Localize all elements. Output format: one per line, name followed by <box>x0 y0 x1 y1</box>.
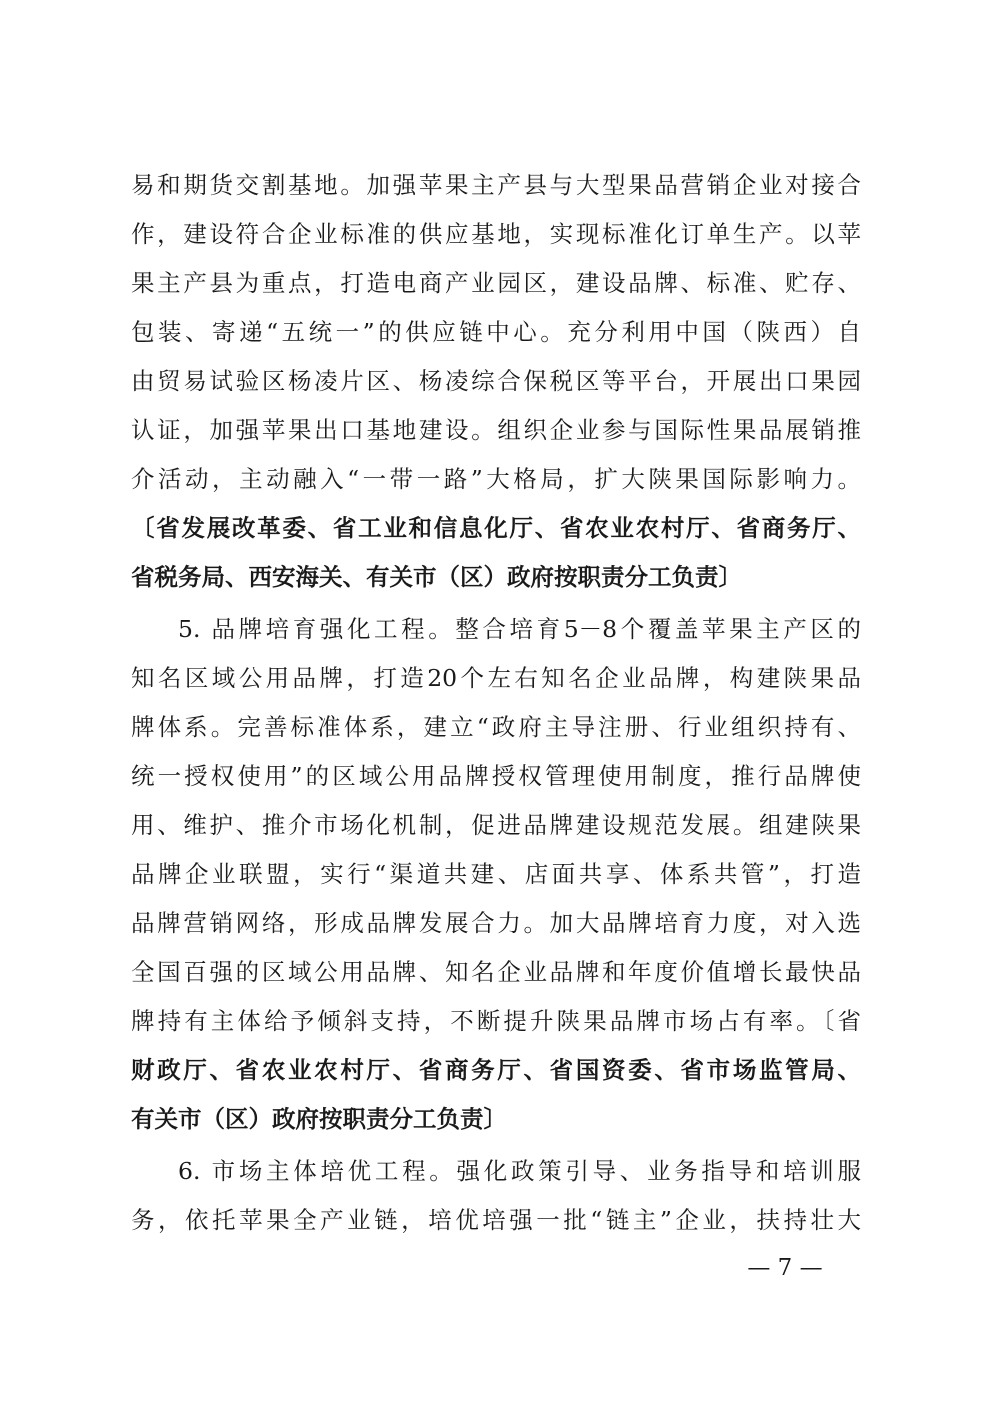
body-text-line: 务，依托苹果全产业链，培优培强一批“链主”企业，扶持壮大 <box>131 1206 861 1234</box>
body-text-line: 全国百强的区域公用品牌、知名企业品牌和年度价值增长最快品 <box>131 958 861 986</box>
body-text-line: 品牌企业联盟，实行“渠道共建、店面共享、体系共管”，打造 <box>131 860 861 888</box>
body-text-line: 由贸易试验区杨凌片区、杨凌综合保税区等平台，开展出口果园 <box>131 367 861 395</box>
body-text-line: 果主产县为重点，打造电商产业园区，建设品牌、标准、贮存、 <box>131 269 861 297</box>
body-text-line: 统一授权使用”的区域公用品牌授权管理使用制度，推行品牌使 <box>131 762 861 790</box>
body-text-line: 包装、寄递“五统一”的供应链中心。充分利用中国（陕西）自 <box>131 318 861 346</box>
page-number: — 7 — <box>747 1255 823 1281</box>
section-heading-line: 5. 品牌培育强化工程。整合培育5－8个覆盖苹果主产区的 <box>178 615 861 643</box>
responsible-departments-line: 财政厅、省农业农村厅、省商务厅、省国资委、省市场监管局、 <box>131 1056 861 1084</box>
body-text-line: 用、维护、推介市场化机制，促进品牌建设规范发展。组建陕果 <box>131 811 861 839</box>
section-heading-line: 6. 市场主体培优工程。强化政策引导、业务指导和培训服 <box>178 1157 861 1185</box>
body-text-line: 牌体系。完善标准体系，建立“政府主导注册、行业组织持有、 <box>131 713 861 741</box>
body-text-line: 易和期货交割基地。加强苹果主产县与大型果品营销企业对接合 <box>131 171 861 199</box>
body-text-line: 介活动，主动融入“一带一路”大格局，扩大陕果国际影响力。 <box>131 465 861 493</box>
body-text-line: 知名区域公用品牌，打造20个左右知名企业品牌，构建陕果品 <box>131 664 861 692</box>
responsible-departments-line: 〔省发展改革委、省工业和信息化厅、省农业农村厅、省商务厅、 <box>131 514 861 542</box>
body-text-line: 牌持有主体给予倾斜支持，不断提升陕果品牌市场占有率。〔省 <box>131 1007 861 1035</box>
responsible-departments-line: 省税务局、西安海关、有关市（区）政府按职责分工负责〕 <box>131 563 742 591</box>
body-text-line: 认证，加强苹果出口基地建设。组织企业参与国际性果品展销推 <box>131 416 861 444</box>
body-text-line: 作，建设符合企业标准的供应基地，实现标准化订单生产。以苹 <box>131 220 861 248</box>
responsible-departments-line: 有关市（区）政府按职责分工负责〕 <box>131 1105 507 1133</box>
body-text-line: 品牌营销网络，形成品牌发展合力。加大品牌培育力度，对入选 <box>131 909 861 937</box>
